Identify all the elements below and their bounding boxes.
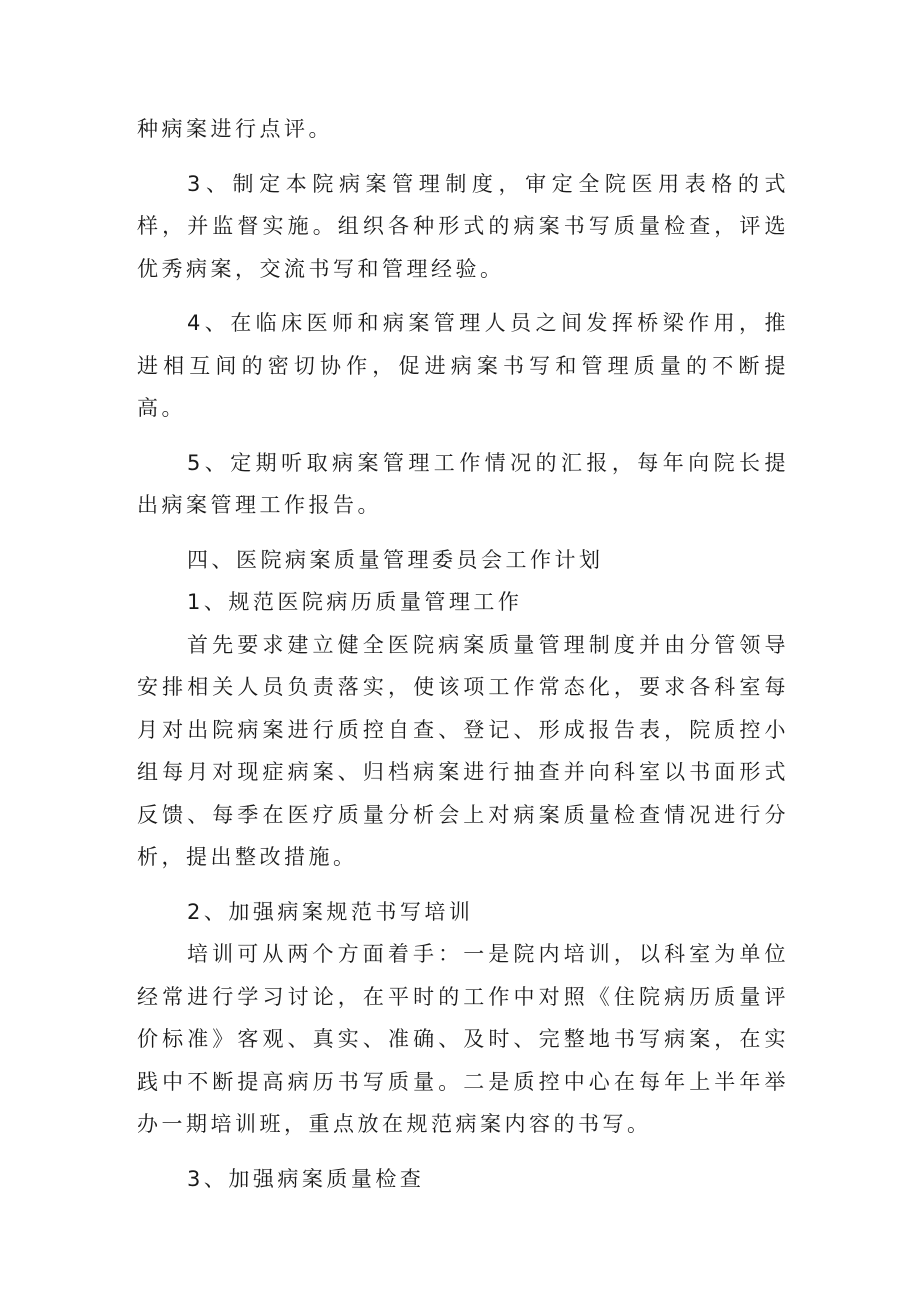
paragraph-item-5: 5、定期听取病案管理工作情况的汇报，每年向院长提出病案管理工作报告。 [137, 450, 789, 517]
subheading-1: 1、规范医院病历质量管理工作 [187, 590, 523, 614]
document-body [137, 108, 789, 1200]
paragraph-standardize-management: 首先要求建立健全医院病案质量管理制度并由分管领导安排相关人员负责落实，使该项工作常态化，要求各科室每月对出院病案进行质控自查、登记、形成报告表，院质控小组每月对现症病案、归档病案进行抽查并向科室以书面形式反馈、每季在医疗质量分析会上对病案质量检查情况进行分析，提出整改措施。 [137, 632, 789, 869]
subheading-3: 3、加强病案质量检查 [187, 1166, 425, 1191]
subheading-2: 2、加强病案规范书写培训 [187, 899, 474, 924]
paragraph-continuation: 种病案进行点评。 [137, 117, 333, 141]
paragraph-training: 培训可从两个方面着手：一是院内培训，以科室为单位经常进行学习讨论，在平时的工作中对照《住院病历质量评价标准》客观、真实、准确、及时、完整地书写病案，在实践中不断提高病历书写质量。二是质控中心在每年上半年举办一期培训班，重点放在规范病案内容的书写。 [137, 942, 789, 1136]
paragraph-item-3: 3、制定本院病案管理制度，审定全院医用表格的式样，并监督实施。组织各种形式的病案书写质量检查，评选优秀病案，交流书写和管理经验。 [137, 171, 789, 281]
paragraph-item-4: 4、在临床医师和病案管理人员之间发挥桥梁作用，推进相互间的密切协作，促进病案书写和管理质量的不断提高。 [137, 311, 789, 420]
section-heading-4: 四、医院病案质量管理委员会工作计划 [187, 547, 604, 572]
